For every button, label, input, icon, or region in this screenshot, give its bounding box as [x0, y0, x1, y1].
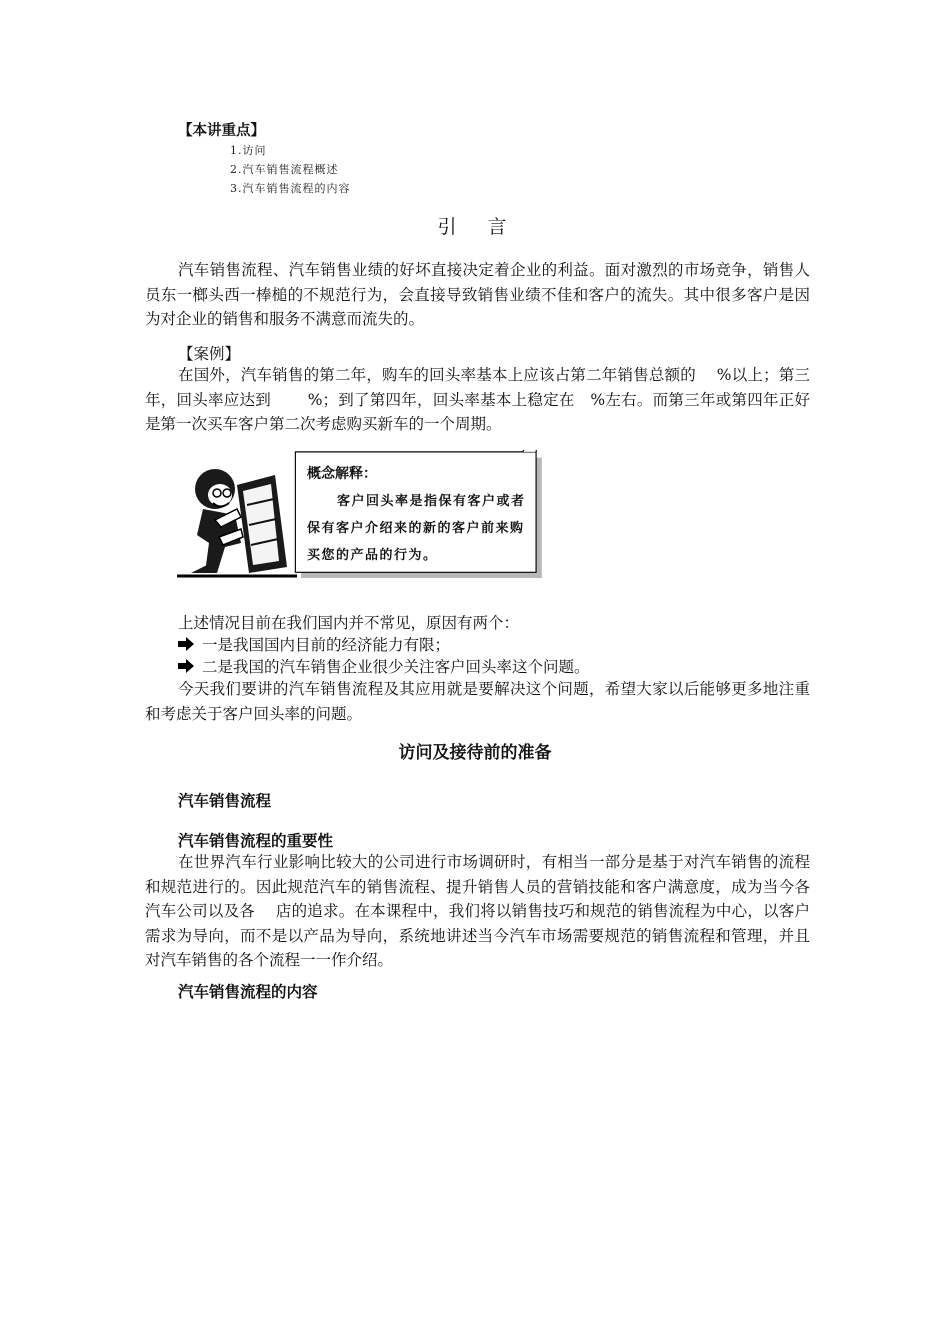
reason-item-text: 二是我国的汽车销售企业很少关注客户回头率这个问题。: [202, 658, 590, 676]
section-subheading-3: 汽车销售流程的内容: [178, 983, 318, 1001]
reasons-lead: 上述情况目前在我们国内并不常见，原因有两个：: [178, 614, 520, 632]
reason-item-text: 一是我国国内目前的经济能力有限；: [202, 636, 451, 654]
arrow-right-icon: [178, 659, 194, 673]
reasons-closing: 今天我们要讲的汽车销售流程及其应用就是要解决这个问题，希望大家以后能够更多地注重和考虑关于客户回头率的问题。: [145, 680, 810, 723]
reason-item-2: [178, 655, 590, 677]
keypoint-item-2: 2.汽车销售流程概述: [230, 163, 339, 176]
intro-paragraph: 汽车销售流程、汽车销售业绩的好坏直接决定着企业的利益。面对激烈的市场竞争，销售人员东一榔头西一棒槌的不规范行为，会直接导致销售业绩不佳和客户的流失。其中很多客户是因为对企业的销售和服务不满意而流失的。: [145, 261, 810, 328]
case-label: 【案例】: [178, 345, 241, 363]
concept-text: 客户回头率是指保有客户或者保有客户介绍来的新的客户前来购买您的产品的行为。: [307, 494, 526, 563]
case-paragraph: 在国外，汽车销售的第二年，购车的回头率基本上应该占第二年销售总额的 %以上；第三年，回头率应达到 %；到了第四年，回头率基本上稳定在 %左右。而第三年或第四年正好是第一次买车客户第二次考虑购买新车的一个周期。: [145, 366, 810, 433]
intro-title: 引 言: [437, 216, 513, 238]
keypoints-title: 【本讲重点】: [178, 123, 265, 139]
section-paragraph: 在世界汽车行业影响比较大的公司进行市场调研时，有相当一部分是基于对汽车销售的流程和规范进行的。因此规范汽车的销售流程、提升销售人员的营销技能和客户满意度，成为当今各汽车公司以及各 店的追求。在本课程中，我们将以销售技巧和规范的销售流程为中心，以客户需求为导向，而不是以产品为导向，系统地讲述当今汽车市场需要规范的销售流程和管理，并且对汽车销售的各个流程一一作介绍。: [145, 853, 810, 969]
keypoint-item-1: 1.访问: [230, 144, 267, 157]
keypoint-item-3: 3.汽车销售流程的内容: [230, 182, 351, 195]
man-pushing-box-illustration: [175, 465, 300, 580]
section-subheading-2: 汽车销售流程的重要性: [178, 832, 334, 850]
section-title: 访问及接待前的准备: [398, 743, 552, 763]
concept-title: 概念解释：: [307, 466, 377, 482]
section-subheading-1: 汽车销售流程: [178, 792, 272, 810]
arrow-right-icon: [178, 637, 194, 651]
reason-item-1: [178, 633, 450, 655]
